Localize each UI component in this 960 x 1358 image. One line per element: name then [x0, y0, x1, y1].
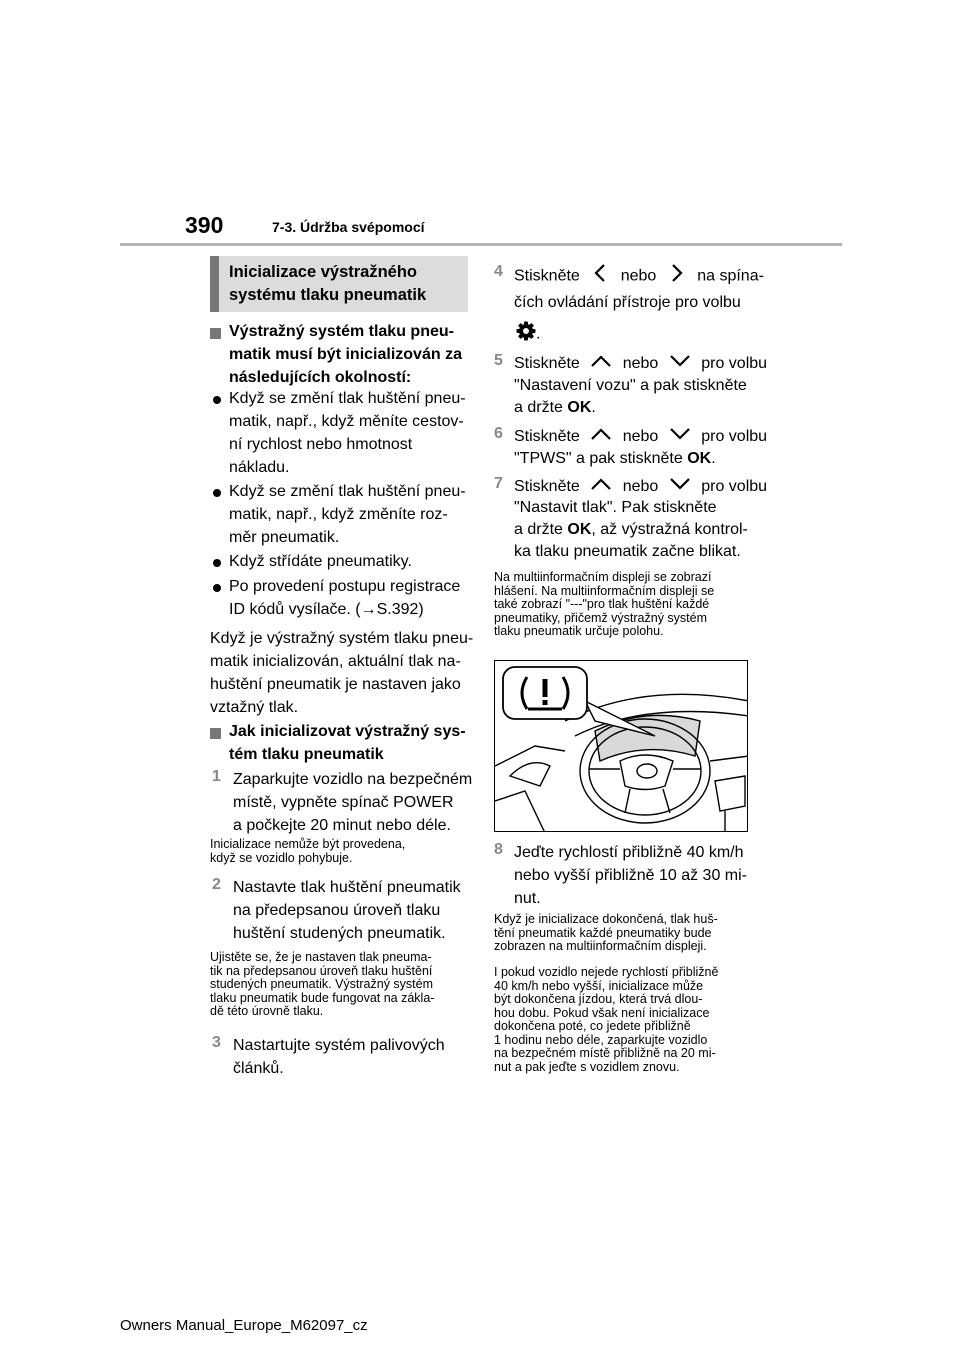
chevron-down-icon	[669, 475, 691, 498]
step-1: Zaparkujte vozidlo na bezpečném místě, vypněte spínač POWER a počkejte 20 minut nebo déle.	[233, 771, 473, 834]
heading-square-icon	[210, 328, 221, 339]
ok-button-label: OK	[567, 521, 592, 538]
note-3: Na multiinformačním displeji se zobrazí hlášení. Na multiinformačním displeji se také zobrazí "---"pro tlak huštění každé pneumatiky, přičemž výstražný systém tlaku pneumatik určuje polohu.	[494, 570, 715, 638]
heading-square-icon	[210, 728, 221, 739]
chevron-up-icon	[590, 475, 612, 498]
step-5-line-2: "Nastavení vozu" a pak stiskněte	[514, 377, 747, 394]
chevron-right-icon	[670, 263, 684, 290]
step-number: 7	[494, 475, 503, 492]
dashboard-illustration	[494, 660, 748, 832]
step-6-line-1: Stiskněte nebo pro volbu	[514, 425, 767, 448]
step-number: 6	[494, 425, 503, 442]
step-8: Jeďte rychlostí přibližně 40 km/h nebo vyšší přibližně 10 až 30 mi- nut.	[514, 844, 747, 907]
page-reference-link[interactable]: ID kódů vysílače. (→S.392)	[229, 601, 424, 618]
page-number: 390	[185, 212, 224, 238]
step-4-line-3: .	[516, 321, 540, 348]
chevron-down-icon	[669, 352, 691, 375]
step-7-line-2: "Nastavit tlak". Pak stiskněte	[514, 499, 717, 516]
step-5-line-1: Stiskněte nebo pro volbu	[514, 352, 767, 375]
footer-document-id: Owners Manual_Europe_M62097_cz	[120, 1317, 368, 1334]
bullet-item-1: Když se změní tlak huštění pneu- matik, např., když měníte cestov- ní rychlost nebo hmotnost nákladu.	[229, 390, 466, 476]
bullet-item-3: Když střídáte pneumatiky.	[229, 553, 412, 570]
subheading-conditions: Výstražný systém tlaku pneu- matik musí být inicializován za následujících okolností:	[229, 323, 462, 386]
step-7-line-1: Stiskněte nebo pro volbu	[514, 475, 767, 498]
tire-pressure-warning-icon	[503, 667, 655, 736]
bullet-icon	[213, 559, 221, 567]
bullet-icon	[213, 489, 221, 497]
bullet-icon	[213, 396, 221, 404]
chevron-down-icon	[669, 425, 691, 448]
step-3: Nastartujte systém palivových článků.	[233, 1037, 445, 1077]
step-6-line-2: "TPWS" a pak stiskněte OK.	[514, 450, 716, 467]
note-2: Ujistěte se, že je nastaven tlak pneuma- tik na předepsanou úroveň tlaku huštění studených pneumatik. Výstražný systém tlaku pneumatik bude fungovat na zákla- dě této úrovně tlaku.	[210, 950, 435, 1018]
chevron-left-icon	[593, 263, 607, 290]
bullet-item-2: Když se změní tlak huštění pneu- matik, např., když změníte roz- měr pneumatik.	[229, 483, 466, 546]
dashboard-drawing	[495, 661, 748, 832]
step-number: 1	[212, 768, 221, 785]
step-number: 4	[494, 263, 503, 280]
bullet-item-4: Po provedení postupu registrace ID kódů vysílače. (→S.392)	[229, 575, 460, 621]
ok-button-label: OK	[567, 399, 592, 416]
section-title: 7-3. Údržba svépomocí	[272, 219, 425, 235]
step-4-line-2: čích ovládání přístroje pro volbu	[514, 294, 741, 311]
step-number: 3	[212, 1034, 221, 1051]
step-2: Nastavte tlak huštění pneumatik na předepsanou úroveň tlaku huštění studených pneumatik.	[233, 879, 461, 942]
paragraph-reference-pressure: Když je výstražný systém tlaku pneu- matik inicializován, aktuální tlak na- huštění pneumatik je nastaven jako vztažný tlak.	[210, 630, 474, 716]
section-heading-line-2: systému tlaku pneumatik	[229, 286, 427, 304]
step-number: 8	[494, 841, 503, 858]
step-number: 5	[494, 352, 503, 369]
section-heading-line-1: Inicializace výstražného	[229, 263, 418, 281]
note-5: I pokud vozidlo nejede rychlostí přibližně 40 km/h nebo vyšší, inicializace může být dokončena jízdou, která trvá dlou- hou dobu. Pokud však není inicializace dokončena poté, co jedete přibližně 1 hodinu nebo déle, zaparkujte vozidlo na bezpečném místě přibližně na 20 mi- nut a pak jeďte s vozidlem znovu.	[494, 965, 719, 1074]
chevron-up-icon	[590, 425, 612, 448]
step-7-line-4: ka tlaku pneumatik začne blikat.	[514, 543, 741, 560]
step-number: 2	[212, 876, 221, 893]
step-4-line-1: Stiskněte nebo na spína-	[514, 263, 764, 290]
header-divider	[120, 243, 842, 246]
section-heading-box	[210, 256, 468, 312]
step-5-line-3: a držte OK.	[514, 399, 596, 416]
gear-icon	[516, 321, 536, 348]
note-1: Inicializace nemůže být provedena, když se vozidlo pohybuje.	[210, 837, 406, 865]
bullet-icon	[213, 584, 221, 592]
subheading-how-to: Jak inicializovat výstražný sys- tém tlaku pneumatik	[229, 723, 466, 763]
chevron-up-icon	[590, 352, 612, 375]
ok-button-label: OK	[687, 450, 712, 467]
step-7-line-3: a držte OK, až výstražná kontrol-	[514, 521, 748, 538]
note-4: Když je inicializace dokončená, tlak huš- tění pneumatik každé pneumatiky bude zobrazen na multiinformačním displeji.	[494, 912, 718, 953]
